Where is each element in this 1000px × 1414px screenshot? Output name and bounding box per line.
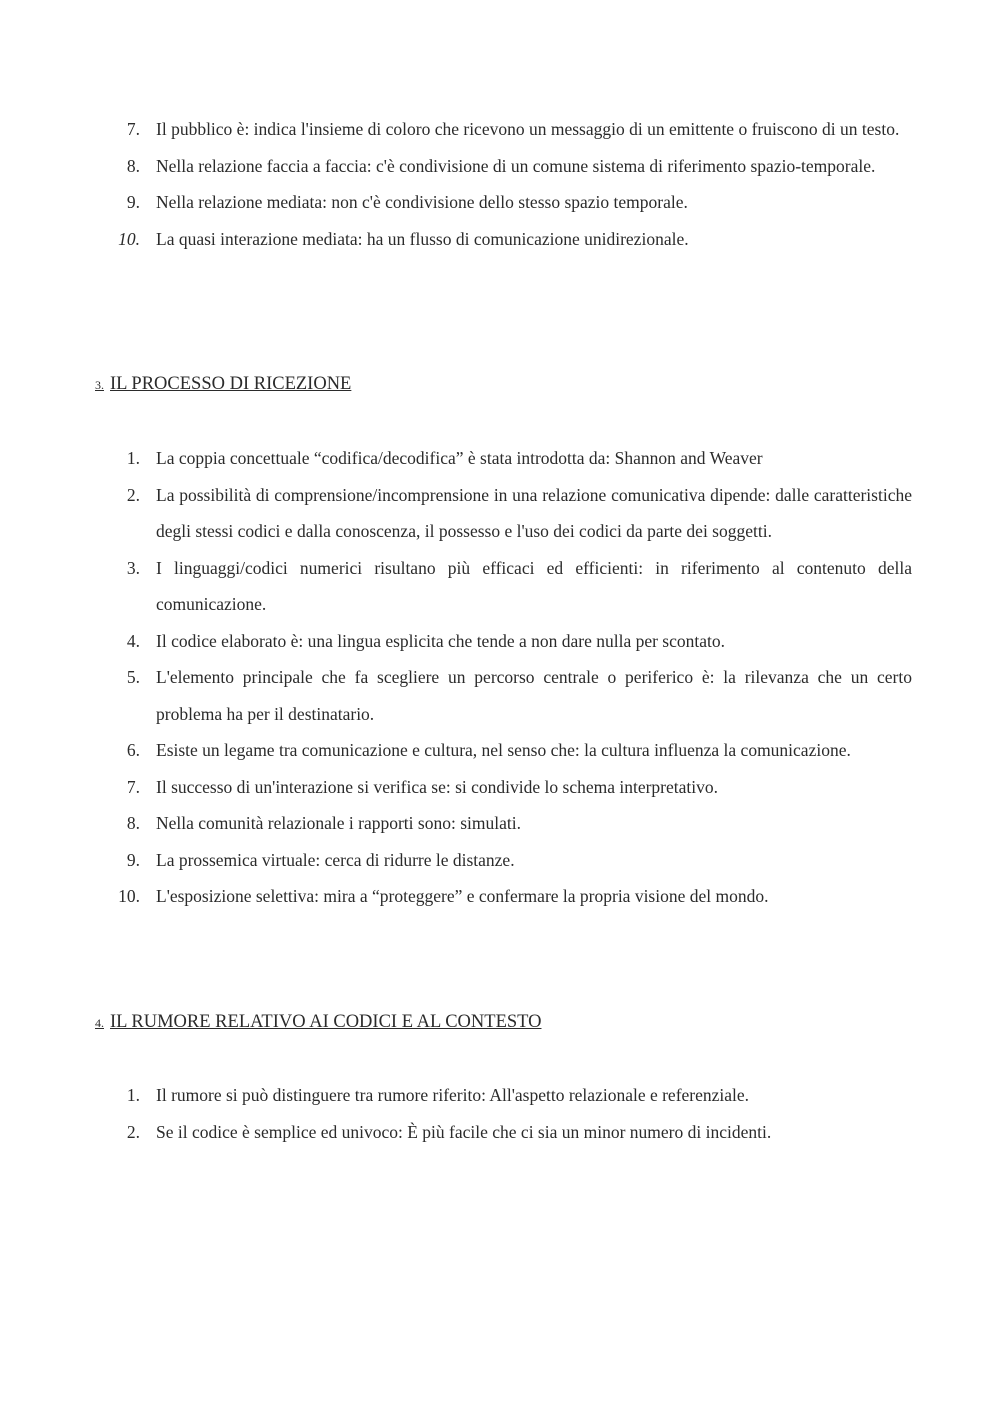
list-item-text: Nella relazione faccia a faccia: c'è condivisione di un comune sistema di riferimento spazio-temporale. xyxy=(156,155,876,176)
list-item-text: Nella comunità relazionale i rapporti sono: simulati. xyxy=(156,813,521,833)
list-item xyxy=(0,1114,1000,1151)
list-item xyxy=(0,148,1000,185)
list-item xyxy=(0,477,1000,550)
list-item-text: L'esposizione selettiva: mira a “proteggere” e confermare la propria visione del mondo. xyxy=(156,886,769,906)
section-number: 3. xyxy=(95,378,104,392)
list-number: 6. xyxy=(126,740,140,760)
list-item xyxy=(0,440,1000,477)
list-item xyxy=(0,732,1000,769)
list-number: 7. xyxy=(126,776,140,797)
list-rumore xyxy=(0,1077,1000,1150)
list-communication-definitions xyxy=(0,111,1000,257)
list-item-text: Se il codice è semplice ed univoco: È più facile che ci sia un minor numero di incidenti. xyxy=(156,1121,772,1142)
list-item xyxy=(0,111,1000,148)
list-number: 2. xyxy=(126,484,140,505)
list-item xyxy=(0,878,1000,915)
list-number: 10. xyxy=(118,228,140,249)
list-number: 7. xyxy=(126,119,140,139)
section-heading-rumore xyxy=(95,1010,541,1035)
list-item xyxy=(0,184,1000,221)
list-item-text: La possibilità di comprensione/incomprensione in una relazione comunicativa dipende: dalle caratteristiche degli stessi codici e dalla conoscenza, il possesso e l'uso dei codici da parte dei soggetti. xyxy=(156,484,912,541)
list-item xyxy=(0,769,1000,806)
list-number: 5. xyxy=(126,667,140,687)
list-number: 3. xyxy=(126,557,140,578)
list-item-text: La coppia concettuale “codifica/decodifica” è stata introdotta da: Shannon and Weaver xyxy=(156,448,763,468)
list-number: 9. xyxy=(126,192,140,212)
list-number: 9. xyxy=(126,849,140,870)
list-item-text: I linguaggi/codici numerici risultano più efficaci ed efficienti: in riferimento al contenuto della comunicazione. xyxy=(156,557,912,614)
list-item-text: L'elemento principale che fa scegliere un percorso centrale o periferico è: la rilevanza che un certo problema ha per il destinatario. xyxy=(156,667,912,724)
list-item xyxy=(0,221,1000,258)
list-item-text: Il pubblico è: indica l'insieme di coloro che ricevono un messaggio di un emittente o fruiscono di un testo. xyxy=(156,119,900,139)
list-item-text: La quasi interazione mediata: ha un flusso di comunicazione unidirezionale. xyxy=(156,228,689,249)
list-item xyxy=(0,805,1000,842)
section-title: IL PROCESSO DI RICEZIONE xyxy=(110,374,352,394)
list-item-text: Il successo di un'interazione si verifica se: si condivide lo schema interpretativo. xyxy=(156,776,718,797)
list-number: 2. xyxy=(126,1121,140,1142)
list-item-text: Esiste un legame tra comunicazione e cultura, nel senso che: la cultura influenza la comunicazione. xyxy=(156,740,851,760)
list-number: 1. xyxy=(126,448,140,468)
list-number: 4. xyxy=(126,630,140,651)
list-item-text: Il codice elaborato è: una lingua esplicita che tende a non dare nulla per scontato. xyxy=(156,630,725,651)
section-number: 4. xyxy=(95,1016,104,1030)
list-item xyxy=(0,842,1000,879)
list-item-text: La prossemica virtuale: cerca di ridurre le distanze. xyxy=(156,849,515,870)
list-item xyxy=(0,659,1000,732)
list-item xyxy=(0,623,1000,660)
section-heading-ricezione xyxy=(95,372,351,397)
list-item xyxy=(0,1077,1000,1114)
list-number: 8. xyxy=(126,813,140,833)
list-number: 1. xyxy=(126,1085,140,1105)
list-item xyxy=(0,550,1000,623)
section-title: IL RUMORE RELATIVO AI CODICI E AL CONTESTO xyxy=(110,1012,542,1032)
list-number: 8. xyxy=(126,155,140,176)
list-item-text: Il rumore si può distinguere tra rumore riferito: All'aspetto relazionale e referenziale. xyxy=(156,1085,750,1105)
list-number: 10. xyxy=(118,886,140,906)
list-item-text: Nella relazione mediata: non c'è condivisione dello stesso spazio temporale. xyxy=(156,192,688,212)
list-ricezione xyxy=(0,440,1000,915)
